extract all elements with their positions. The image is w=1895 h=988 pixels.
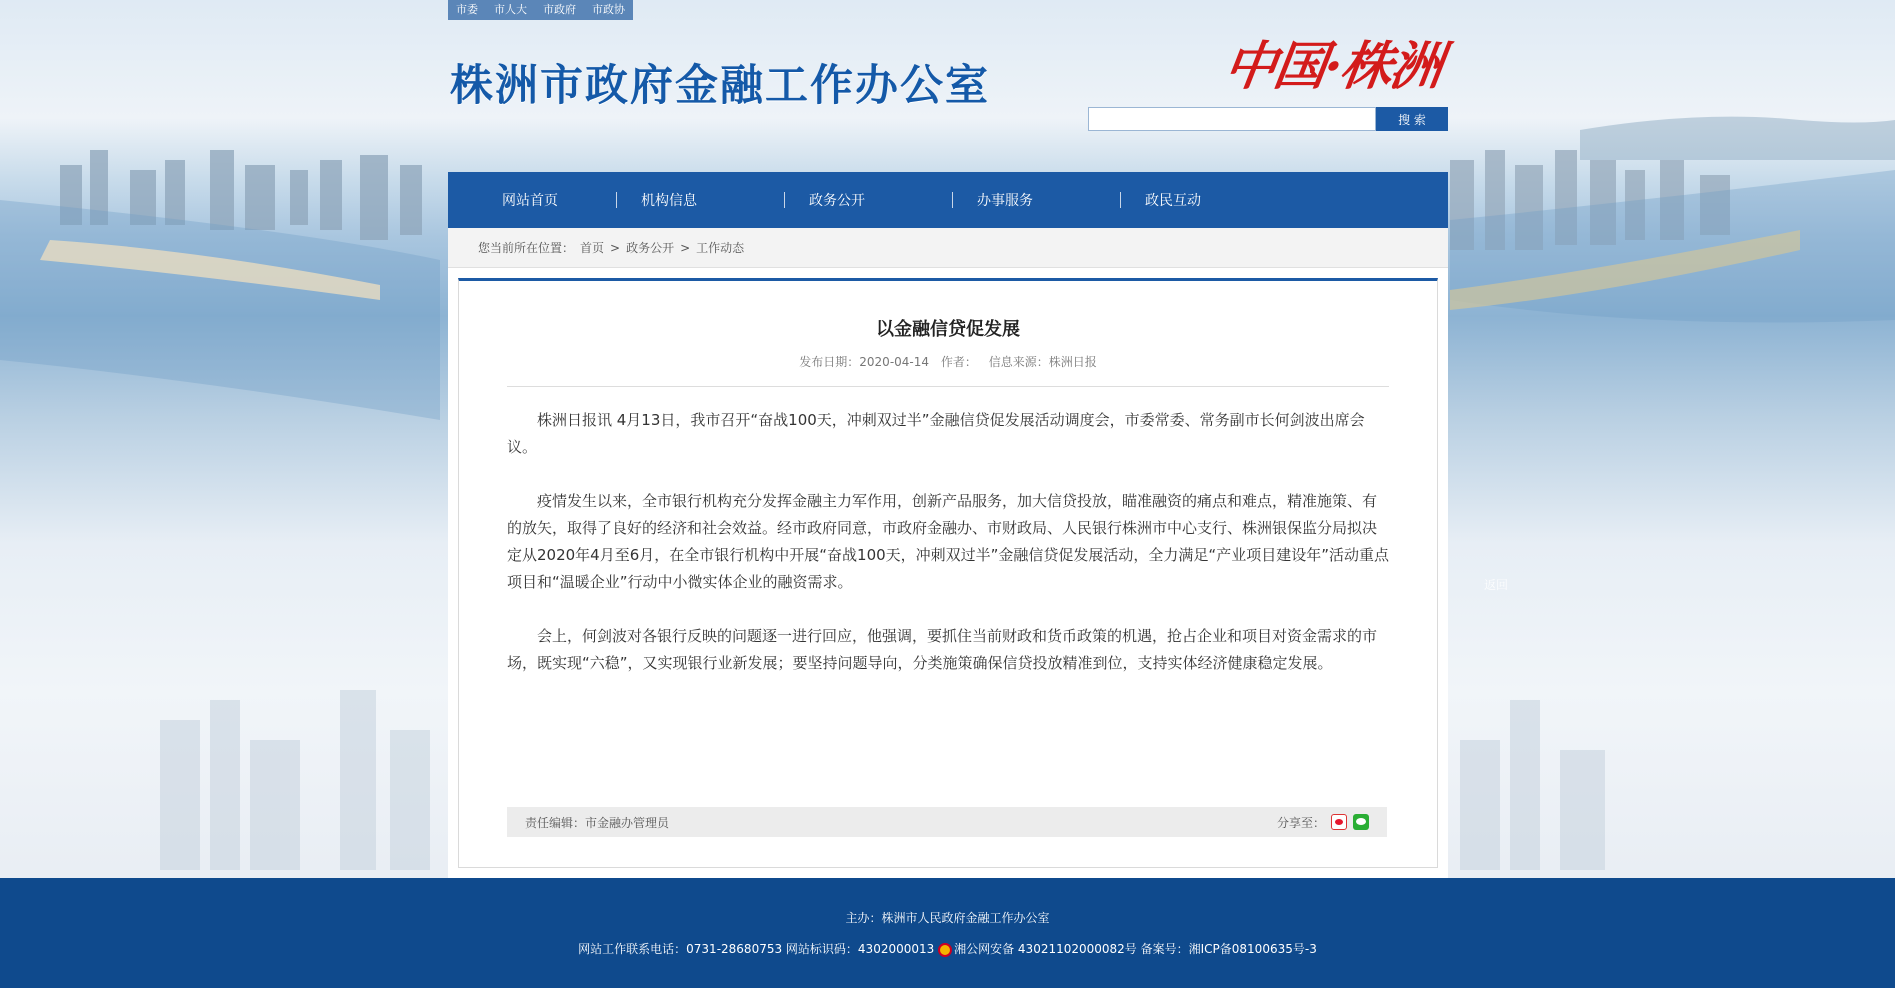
top-links-bar (448, 0, 633, 20)
topbar-link-party[interactable]: 市委 (456, 3, 478, 16)
editor: 责任编辑：市金融办管理员 (525, 815, 670, 830)
divider (507, 386, 1389, 387)
breadcrumb-gov-affairs[interactable]: 政务公开 (626, 241, 675, 255)
breadcrumb (448, 228, 1448, 268)
article-title: 以金融信贷促发展 (876, 319, 1020, 340)
source: 信息来源：株洲日报 (988, 355, 1097, 369)
weibo-share-icon[interactable] (1331, 814, 1347, 830)
calligraphy-logo: 中国·株洲 (1220, 36, 1445, 97)
article-footer-bar (507, 807, 1387, 837)
topbar-link-government[interactable]: 市政府 (543, 3, 576, 16)
search-input[interactable] (1088, 107, 1376, 131)
back-link[interactable]: 返回 (1484, 578, 1509, 592)
article-body (507, 407, 1389, 677)
nav-item-home[interactable]: 网站首页 (502, 193, 558, 209)
main-content (448, 228, 1448, 878)
police-badge-icon (938, 943, 952, 957)
breadcrumb-sep: > (610, 240, 621, 255)
search-bar (1088, 107, 1448, 131)
author: 作者： (940, 355, 977, 369)
article-paragraph: 株洲日报讯 4月13日，我市召开“奋战100天，冲刺双过半”金融信贷促发展活动调度会，市委常委、常务副市长何剑波出席会议。 (507, 411, 1365, 456)
breadcrumb-prefix: 您当前所在位置： (478, 241, 575, 255)
site-title: 株洲市政府金融工作办公室 (450, 61, 990, 111)
main-nav (448, 172, 1448, 228)
article-meta (459, 353, 1437, 370)
wechat-share-icon[interactable] (1353, 814, 1369, 830)
search-button[interactable]: 搜 索 (1376, 107, 1448, 131)
footer-sponsor: 主办：株洲市人民政府金融工作办公室 (845, 911, 1050, 925)
nav-item-interaction[interactable]: 政民互动 (1145, 193, 1201, 209)
breadcrumb-sep: > (680, 240, 691, 255)
publish-date: 发布日期：2020-04-14 (799, 355, 930, 369)
topbar-link-congress[interactable]: 市人大 (494, 3, 527, 16)
article-paragraph: 疫情发生以来，全市银行机构充分发挥金融主力军作用，创新产品服务，加大信贷投放，瞄准融资的痛点和难点，精准施策、有的放矢，取得了良好的经济和社会效益。经市政府同意，市政府金融办、市财政局、人民银行株洲市中心支行、株洲银保监分局拟决定从2020年4月至6月，在全市银行机构中开展“奋战100天，冲刺双过半”金融信贷促发展活动，全力满足“产业项目建设年”活动重点项目和“温暖企业”行动中小微实体企业的融资需求。 (507, 492, 1389, 591)
share-label: 分享至： (1276, 815, 1325, 830)
share-area (1277, 814, 1369, 831)
footer-contact: 网站工作联系电话：0731-28680753 网站标识码：4302000013 (578, 942, 935, 956)
footer-info (0, 940, 1895, 957)
breadcrumb-work-news[interactable]: 工作动态 (696, 241, 745, 255)
site-footer (0, 878, 1895, 988)
breadcrumb-home[interactable]: 首页 (580, 241, 605, 255)
topbar-link-cppcc[interactable]: 市政协 (592, 3, 625, 16)
nav-item-organization[interactable]: 机构信息 (641, 193, 697, 209)
article-paragraph: 会上，何剑波对各银行反映的问题逐一进行回应，他强调，要抓住当前财政和货币政策的机遇，抢占企业和项目对资金需求的市场，既实现“六稳”，又实现银行业新发展；要坚持问题导向，分类施策确保信贷投放精准到位，支持实体经济健康稳定发展。 (507, 627, 1378, 672)
footer-police-record[interactable]: 湘公网安备 43021102000082号 备案号：湘ICP备08100635号-3 (954, 942, 1317, 956)
article-panel (458, 278, 1438, 868)
nav-item-services[interactable]: 办事服务 (977, 193, 1033, 209)
nav-item-government-affairs[interactable]: 政务公开 (809, 193, 865, 209)
